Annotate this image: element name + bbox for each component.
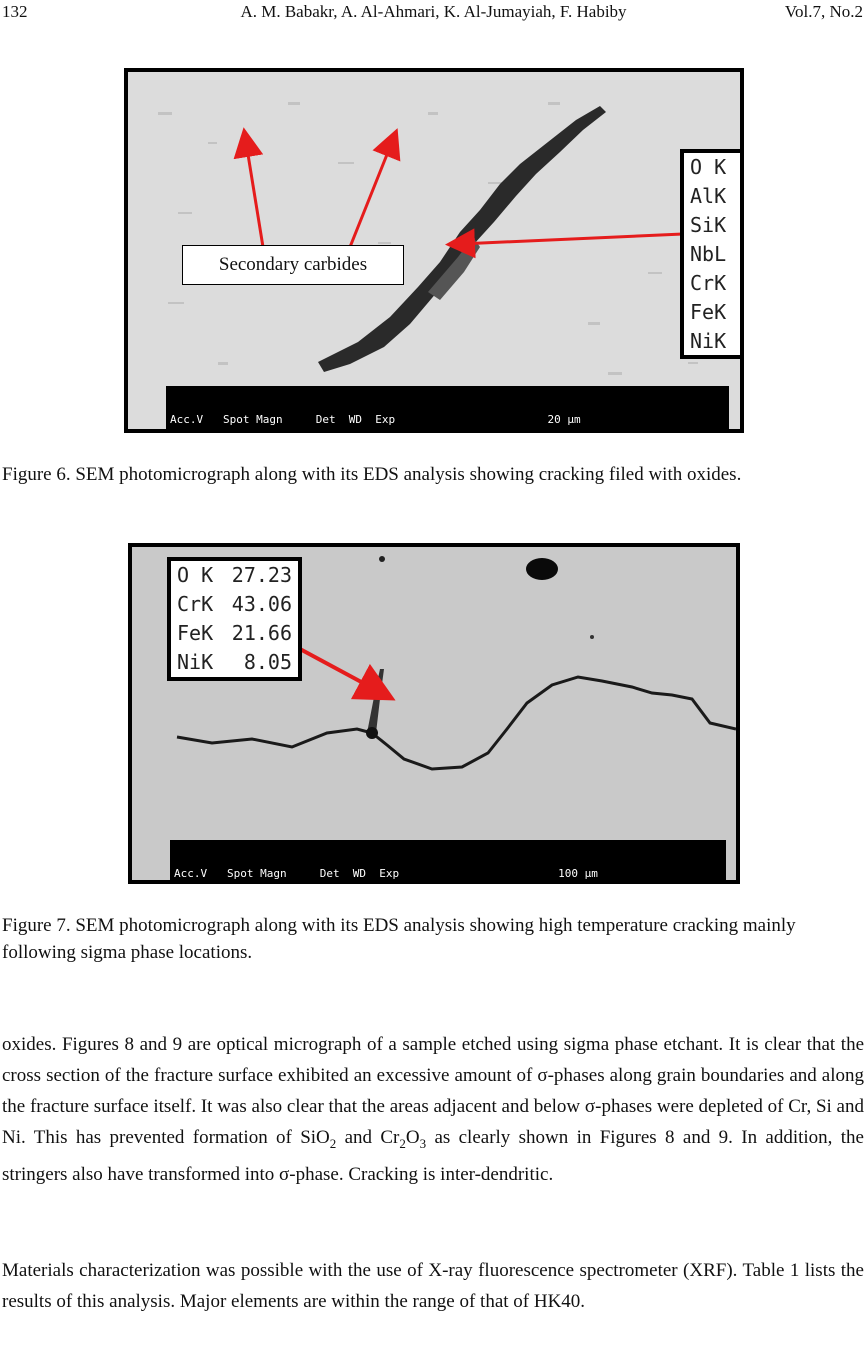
scalebar-line-1: Acc.V Spot Magn Det WD Exp 100 µm (174, 867, 598, 880)
paragraph-text: oxides. Figures 8 and 9 are optical micrograph of a sample etched using sigma phase etchant. It is clear that the cross section of the fracture surface exhibited an excessive amount of σ-phases along grain boundaries and along the fracture surface itself. It was also clear that the areas adjacent and below σ-phases were depleted of Cr, Si and Ni. This has prevented formation of SiO (2, 1034, 864, 1148)
eds-row (690, 211, 744, 240)
figure-7-caption: Figure 7. SEM photomicrograph along with its EDS analysis showing high temperature cracking mainly following sigma phase locations. (2, 915, 796, 963)
eds-value: 27.23 (231, 563, 292, 587)
eds-element: O K (177, 563, 214, 587)
eds-value: 21.66 (231, 621, 292, 645)
authors-line: A. M. Babakr, A. Al-Ahmari, K. Al-Jumayiah, F. Habiby (240, 2, 627, 21)
paragraph-text: as clearly shown in Figures 8 and 9. In addition, the stringers also have transformed into σ-phase. Cracking is inter-dendritic. (2, 1127, 864, 1185)
eds-row (177, 561, 292, 590)
volume-label: Vol.7, No.2 (784, 2, 863, 21)
eds-row (690, 298, 744, 327)
eds-row (177, 590, 292, 619)
scalebar-line-1: Acc.V Spot Magn Det WD Exp 20 µm (170, 413, 581, 426)
subscript: 2 (399, 1135, 406, 1151)
eds-element: AlK (690, 184, 727, 208)
eds-element: FeK (177, 621, 214, 645)
figure-6-micrograph (124, 68, 744, 433)
eds-row (690, 153, 744, 182)
subscript: 3 (419, 1135, 427, 1151)
eds-row (690, 182, 744, 211)
running-header (0, 2, 867, 28)
eds-row (690, 240, 744, 269)
eds-element: CrK (690, 271, 727, 295)
eds-element: FeK (690, 300, 727, 324)
body-paragraph-1 (2, 1029, 864, 1190)
eds-row (177, 648, 292, 677)
eds-element: O K (690, 155, 727, 179)
figure-7-eds-table (167, 557, 302, 681)
figure-6-scalebar (166, 386, 729, 433)
eds-element: NiK (177, 650, 214, 674)
eds-element: NiK (690, 329, 727, 353)
paragraph-text: and Cr (336, 1127, 400, 1148)
figure-6-eds-table (680, 149, 744, 359)
figure-7-micrograph (128, 543, 740, 884)
eds-row (690, 327, 744, 356)
subscript: 2 (329, 1135, 337, 1151)
eds-element: CrK (177, 592, 214, 616)
eds-value: 43.06 (231, 592, 292, 616)
figure-6-caption: Figure 6. SEM photomicrograph along with its EDS analysis showing cracking filed with oxides. (2, 464, 742, 485)
paragraph-text: O (405, 1127, 420, 1148)
figure-7-scalebar (170, 840, 726, 884)
page-number: 132 (2, 2, 28, 21)
eds-element: NbL (690, 242, 727, 266)
eds-row (177, 619, 292, 648)
eds-value: 8.05 (243, 650, 292, 674)
eds-row (690, 269, 744, 298)
eds-element: SiK (690, 213, 727, 237)
body-paragraph-2: Materials characterization was possible with the use of X-ray fluorescence spectrometer (XRF). Table 1 lists the results of this analysis. Major elements are within the range of that of HK40. (2, 1260, 864, 1312)
secondary-carbides-label: Secondary carbides (182, 245, 404, 285)
